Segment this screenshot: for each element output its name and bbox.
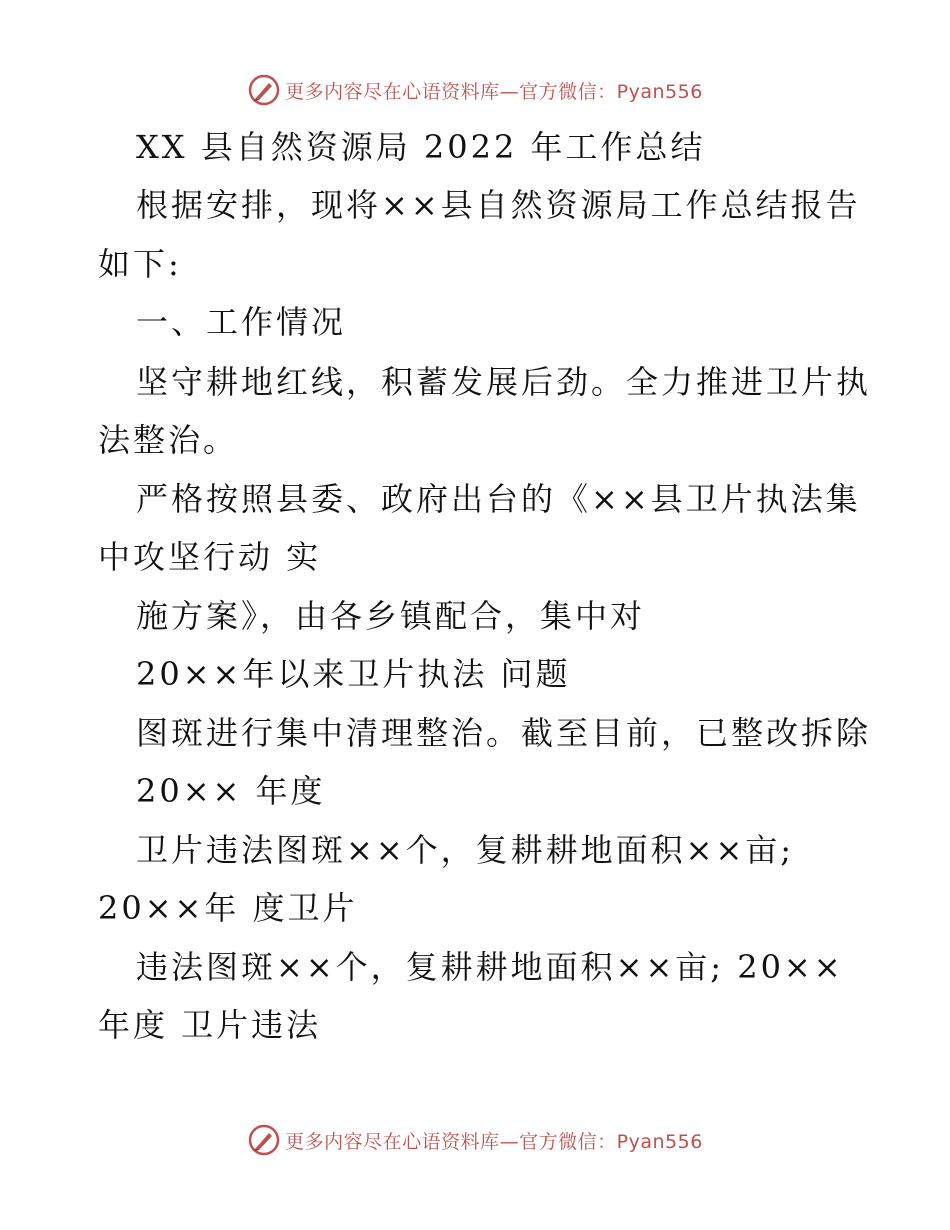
pen-logo-icon xyxy=(247,1123,281,1157)
watermark-text xyxy=(285,1127,703,1154)
paragraph-line: 施方案》，由各乡镇配合，集中对 xyxy=(136,597,646,635)
paragraph-line: 根据安排，现将××县自然资源局工作总结报告 xyxy=(136,186,861,224)
watermark-separator: — xyxy=(499,1130,520,1153)
paragraph-line: 20××年以来卫片执法 问题 xyxy=(136,655,571,693)
paragraph-line: 违法图斑××个，复耕耕地面积××亩; 20×× xyxy=(136,948,844,986)
watermark-wechat: 官方微信：Pyan556 xyxy=(519,1130,703,1153)
paragraph-line: 20××年 度卫片 xyxy=(98,889,358,927)
footer-watermark xyxy=(0,1120,950,1160)
watermark-wechat: 官方微信：Pyan556 xyxy=(519,80,703,103)
paragraph-line: 图斑进行集中清理整治。截至目前，已整改拆除 xyxy=(136,714,872,752)
paragraph-line: 卫片违法图斑××个，复耕耕地面积××亩; xyxy=(136,831,795,869)
paragraph-line: 法整治。 xyxy=(98,421,239,459)
watermark-main: 更多内容尽在心语资料库 xyxy=(285,1130,500,1153)
watermark-main: 更多内容尽在心语资料库 xyxy=(285,80,500,103)
paragraph-line: 中攻坚行动 实 xyxy=(98,538,322,576)
paragraph-line: 坚守耕地红线，积蓄发展后劲。全力推进卫片执 xyxy=(136,363,872,401)
paragraph-line: 如下: xyxy=(98,245,182,283)
document-title: XX 县自然资源局 2022 年工作总结 xyxy=(136,128,706,166)
paragraph-line: 20×× 年度 xyxy=(136,772,326,810)
watermark-separator: — xyxy=(499,80,520,103)
paragraph-line: 严格按照县委、政府出台的《××县卫片执法集 xyxy=(136,480,861,518)
paragraph-line: 年度 卫片违法 xyxy=(98,1006,322,1044)
section-heading: 一、工作情况 xyxy=(136,303,347,341)
